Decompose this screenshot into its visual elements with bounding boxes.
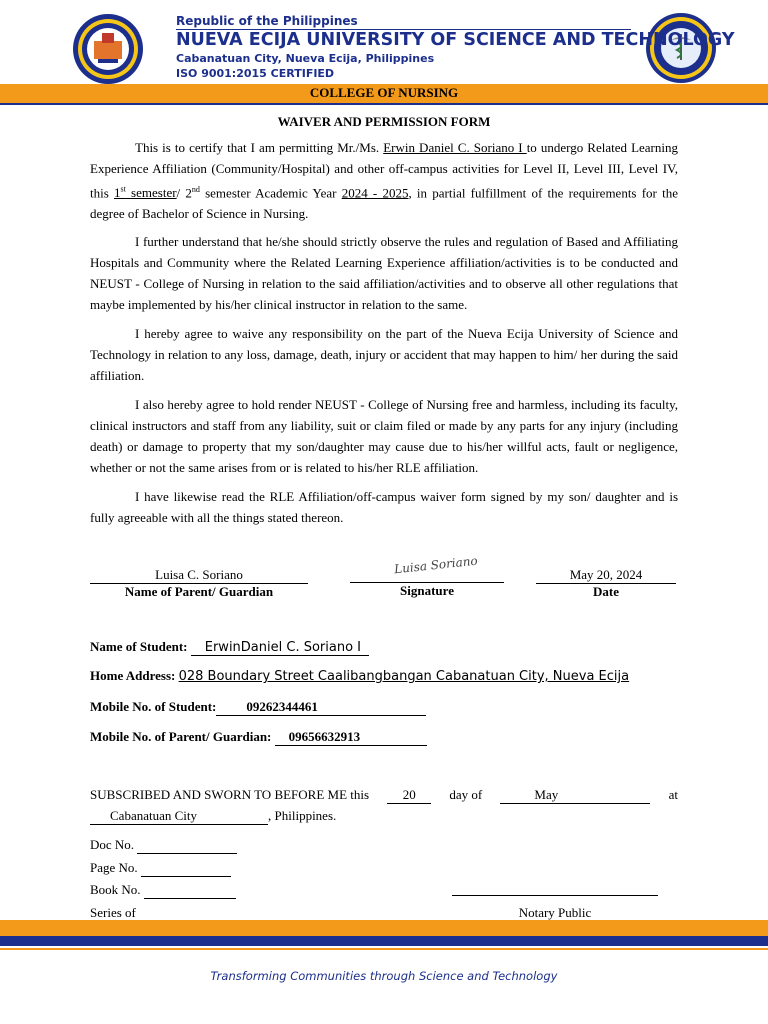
- doc-no-label: Doc No.: [90, 837, 135, 852]
- date-label: Date: [593, 584, 619, 599]
- first-number: 1: [114, 185, 121, 201]
- at-text: at: [668, 787, 678, 802]
- nd-superscript: nd: [191, 185, 200, 194]
- student-name-label: Name of Student:: [90, 639, 191, 654]
- rules-paragraph: I further understand that he/she should strictly observe the rules and regulation of Based and Affiliating Hospitals and Community where the Related Learning Experience affiliation/activities is to be conducted and NEUST - College of Nursing in relation to the said affiliation/activities and to observe all other regulations that maybe implemented by his/her clinical instructor in relation to the same.: [90, 234, 678, 312]
- form-title: WAIVER AND PERMISSION FORM: [277, 114, 491, 129]
- university-name: NUEVA ECIJA UNIVERSITY OF SCIENCE AND TECHNOLOGY: [176, 30, 735, 50]
- book-no-row: [90, 882, 236, 899]
- series-of-label: Series of: [90, 905, 136, 920]
- notary-signature-line: [452, 895, 658, 896]
- p1-text-b: to undergo Related Learning Experience Affiliation (Community/Hospital) and other off-campus activities for Level II, Level III, Level IV, this: [90, 140, 678, 201]
- mobile-student-row: [90, 699, 426, 716]
- place-value: Cabanatuan City: [110, 808, 198, 823]
- signature-block: [350, 553, 504, 599]
- student-name-row: [90, 639, 369, 656]
- page-no-label: Page No.: [90, 860, 138, 875]
- agreement-paragraph: I have likewise read the RLE Affiliation/off-campus waiver form signed by my son/ daughter and is fully agreeable with all the things stated thereon.: [90, 489, 678, 525]
- parent-name-value: Luisa C. Soriano: [90, 567, 308, 584]
- mobile-student-label: Mobile No. of Student:: [90, 699, 217, 714]
- college-band-underline: [0, 103, 768, 105]
- college-name: COLLEGE OF NURSING: [309, 85, 459, 100]
- academic-year: 2024 - 2025: [341, 185, 409, 201]
- second-number: / 2: [176, 185, 192, 201]
- philippines-text: , Philippines.: [268, 808, 337, 823]
- book-no-line: [144, 882, 236, 899]
- notary-public-label: Notary Public: [518, 905, 592, 920]
- parent-name-label: Name of Parent/ Guardian: [124, 584, 274, 599]
- republic-text: Republic of the Philippines: [176, 14, 358, 28]
- footer-orange-stripe: [0, 948, 768, 950]
- footer-motto: Transforming Communities through Science and Technology: [210, 969, 558, 983]
- university-seal-left: [72, 13, 144, 85]
- signature-label: Signature: [400, 583, 454, 598]
- place-row: [90, 808, 336, 825]
- footer-navy-band: [0, 936, 768, 946]
- book-no-label: Book No.: [90, 882, 141, 897]
- doc-no-row: [90, 837, 237, 854]
- sworn-text: SUBSCRIBED AND SWORN TO BEFORE ME this: [90, 787, 370, 802]
- p1-text-c: semester Academic Year: [199, 185, 342, 201]
- day-field: [387, 787, 431, 804]
- month-field: [500, 787, 650, 804]
- harmless-paragraph: I also hereby agree to hold render NEUST - College of Nursing free and harmless, including its faculty, clinical instructors and staff from any liability, suit or claim filed or made by any parts for any injury (including death) or damage to property that my son/daughter may cause due to his/her willful acts, fault or negligence, whether or not the same arises from or is related to his/her RLE affiliation.: [90, 397, 678, 475]
- day-value: 20: [402, 787, 416, 802]
- mobile-student-value: 09262344461: [246, 699, 318, 714]
- signature-script: Luisa Soriano: [393, 553, 479, 577]
- p1-text-d: , in partial fulfillment of the requirements for the degree of Bachelor of Science in Nursing.: [90, 185, 678, 222]
- home-address-value: 028 Boundary Street Caalibangbangan Cabanatuan City, Nueva Ecija: [178, 669, 630, 684]
- page-no-line: [141, 860, 231, 877]
- mobile-parent-row: [90, 729, 427, 746]
- student-name-inline: Erwin Daniel C. Soriano I: [383, 140, 527, 155]
- place-field: [90, 808, 268, 825]
- mobile-student-field: [216, 699, 426, 716]
- home-address-label: Home Address:: [90, 668, 179, 683]
- parent-name-block: [90, 567, 308, 600]
- iso-certification: ISO 9001:2015 CERTIFIED: [176, 67, 335, 80]
- footer-orange-band: [0, 920, 768, 936]
- day-of-text: day of: [449, 787, 483, 802]
- student-name-field: [191, 640, 369, 656]
- home-address-row: [90, 668, 629, 684]
- mobile-parent-field: [275, 729, 427, 746]
- st-superscript: st: [120, 185, 126, 194]
- sworn-row: [90, 787, 678, 804]
- semester-word: semester: [125, 185, 177, 201]
- mobile-parent-value: 09656632913: [288, 729, 361, 744]
- student-name-value: ErwinDaniel C. Soriano I: [204, 640, 361, 655]
- certification-paragraph: [90, 137, 678, 224]
- first-semester: [114, 185, 177, 200]
- p1-text-a: This is to certify that I am permitting Mr./Ms.: [135, 140, 380, 155]
- university-address: Cabanatuan City, Nueva Ecija, Philippines: [176, 52, 435, 65]
- date-block: [536, 567, 676, 600]
- mobile-parent-label: Mobile No. of Parent/ Guardian:: [90, 729, 275, 744]
- date-value: May 20, 2024: [536, 567, 676, 584]
- page-no-row: [90, 860, 231, 877]
- month-value: May: [534, 787, 559, 802]
- doc-no-line: [137, 837, 237, 854]
- waiver-paragraph: I hereby agree to waive any responsibility on the part of the Nueva Ecija University of Science and Technology in relation to any loss, damage, death, injury or accident that may happen to him/ her during the said affiliation.: [90, 326, 678, 383]
- signature-image: [350, 553, 504, 583]
